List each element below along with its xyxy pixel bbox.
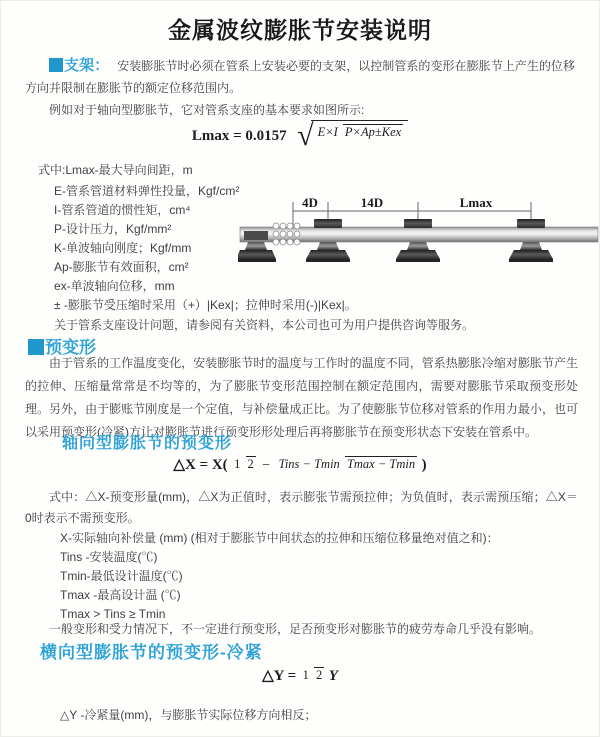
fraction-denominator: P×Ap±Kex [344, 125, 402, 140]
dimension-label-14d: 14D [360, 195, 384, 210]
fraction-numerator: 1 [302, 668, 309, 683]
lmax-fraction [316, 125, 404, 140]
support-section-heading: 支架： [64, 57, 110, 74]
dimension-label-4d: 4D [302, 195, 318, 210]
page-title: 金属波纹膨胀节安装说明 [168, 17, 432, 43]
support-example-line: 例如对于轴向型膨胀节，它对管系支座的基本要求如图所示: [49, 103, 365, 117]
predeform-paragraph: 由于管系的工作温度变化，安装膨胀节时的温度与工作时的温度不同，管系热膨胀冷缩对膨胀节产生的拉伸、压缩量常常是不均等的，为了膨胀节变形范围控制在额定范围内，需要对膨胀节采取预变形处理。另外，由于膨账节刚度是一个定值，与补偿量成正比。为了使膨胀节位移对管系的作用力最小，也可以采用预变形(冷紧)方让对膨胀节进行预变形形处理后再将膨胀节在预变形状态下安装在管系中。 [25, 356, 578, 439]
delta-x-explanation: 式中：△X-预变形量(mm)，△X为正值时，表示膨张节需预拉伸；为负值时，表示需预压缩；△X＝0时表示不需预变形。 [25, 490, 578, 525]
delta-y-lhs: △Y = [262, 668, 297, 684]
parameter-line: X-实际轴向补偿量 (mm) (相对于膨胀节中间状态的拉伸和压缩位移量绝对值之和)： [60, 531, 499, 545]
fraction-denominator: 2 [316, 668, 323, 683]
parameter-line: Tmax > Tins ≥ Tmin [60, 607, 166, 621]
parameter-line: Tmin-最低设计温度(℃) [60, 569, 183, 583]
support-intro-paragraph [25, 55, 575, 99]
lmax-formula-lhs: Lmax = 0.0157 [191, 128, 287, 145]
lateral-subsection-heading: 横向型膨胀节的预变形-冷紧 [40, 643, 263, 662]
axial-parameter-list [60, 529, 499, 624]
support-note: 关于管系支座设计问题，请参阅有关资料，本公司也可为用户提供咨询等服务。 [54, 318, 475, 332]
delta-x-lhs: △X = X( [173, 457, 228, 473]
definition-line: Ap-膨胀节有效面积，cm² [54, 260, 189, 274]
delta-y-rhs: Y [328, 668, 338, 684]
definition-line: K-单波轴向刚度；Kgf/mm [54, 241, 192, 255]
minus-operator: − [262, 458, 271, 473]
fraction-denominator: 2 [247, 457, 254, 472]
lmax-formula [0, 120, 600, 152]
radical-sign: √ [297, 119, 314, 152]
predeform-heading-text: 预变形 [45, 338, 96, 357]
definition-line: E-管系管道材料弹性投量，Kgf/cm² [54, 184, 240, 198]
delta-x-formula [0, 455, 600, 474]
pipe-support-diagram [238, 191, 600, 287]
fraction-numerator: Tins − Tmin [278, 457, 340, 472]
dimension-label-lmax: Lmax [459, 195, 493, 210]
where-line: 式中:Lmax-最大导向间距，m [38, 163, 193, 177]
definition-line: P-设计压力，Kgf/mm² [54, 222, 172, 236]
fraction-numerator: E×I [317, 125, 338, 140]
half-fraction [301, 668, 325, 683]
support-intro-text: 安装膨胀节时必须在管系上安装必要的支架，以控制管系的变形在膨胀节上产生的位移方向并限制在膨胀节的额定位移范围内。 [25, 59, 575, 95]
fraction-denominator: Tmax − Tmin [346, 457, 416, 472]
parameter-line: Tins -安装温度(℃) [60, 550, 158, 564]
half-fraction [232, 457, 256, 472]
section-bullet-icon [49, 58, 63, 72]
definition-line: ex-单波轴向位移，mm [54, 279, 175, 293]
radicand [311, 120, 409, 142]
temperature-fraction [277, 457, 418, 472]
delta-x-rhs: ) [421, 457, 427, 473]
definition-line: I-管系管道的惯性矩，cm⁴ [54, 203, 191, 217]
parameter-line: Tmax -最高设计温 (℃) [60, 588, 181, 602]
axial-subsection-heading: 轴向型膨胀节的预变形 [62, 435, 233, 452]
lateral-note: △Y -冷紧量(mm)，与膨胀节实际位移方向相反； [60, 708, 317, 722]
sqrt-radical [297, 120, 408, 152]
definition-line: ± -膨胀节受压缩时采用（+）|Kex|；拉伸时采用(-)|Kex|。 [54, 298, 357, 312]
axial-note: 一般变形和受力情况下，不一定进行预变形，足否预变形对膨胀节的疲劳寿命几乎没有影响。 [49, 622, 542, 636]
fraction-numerator: 1 [234, 457, 241, 472]
delta-y-formula [0, 666, 600, 685]
